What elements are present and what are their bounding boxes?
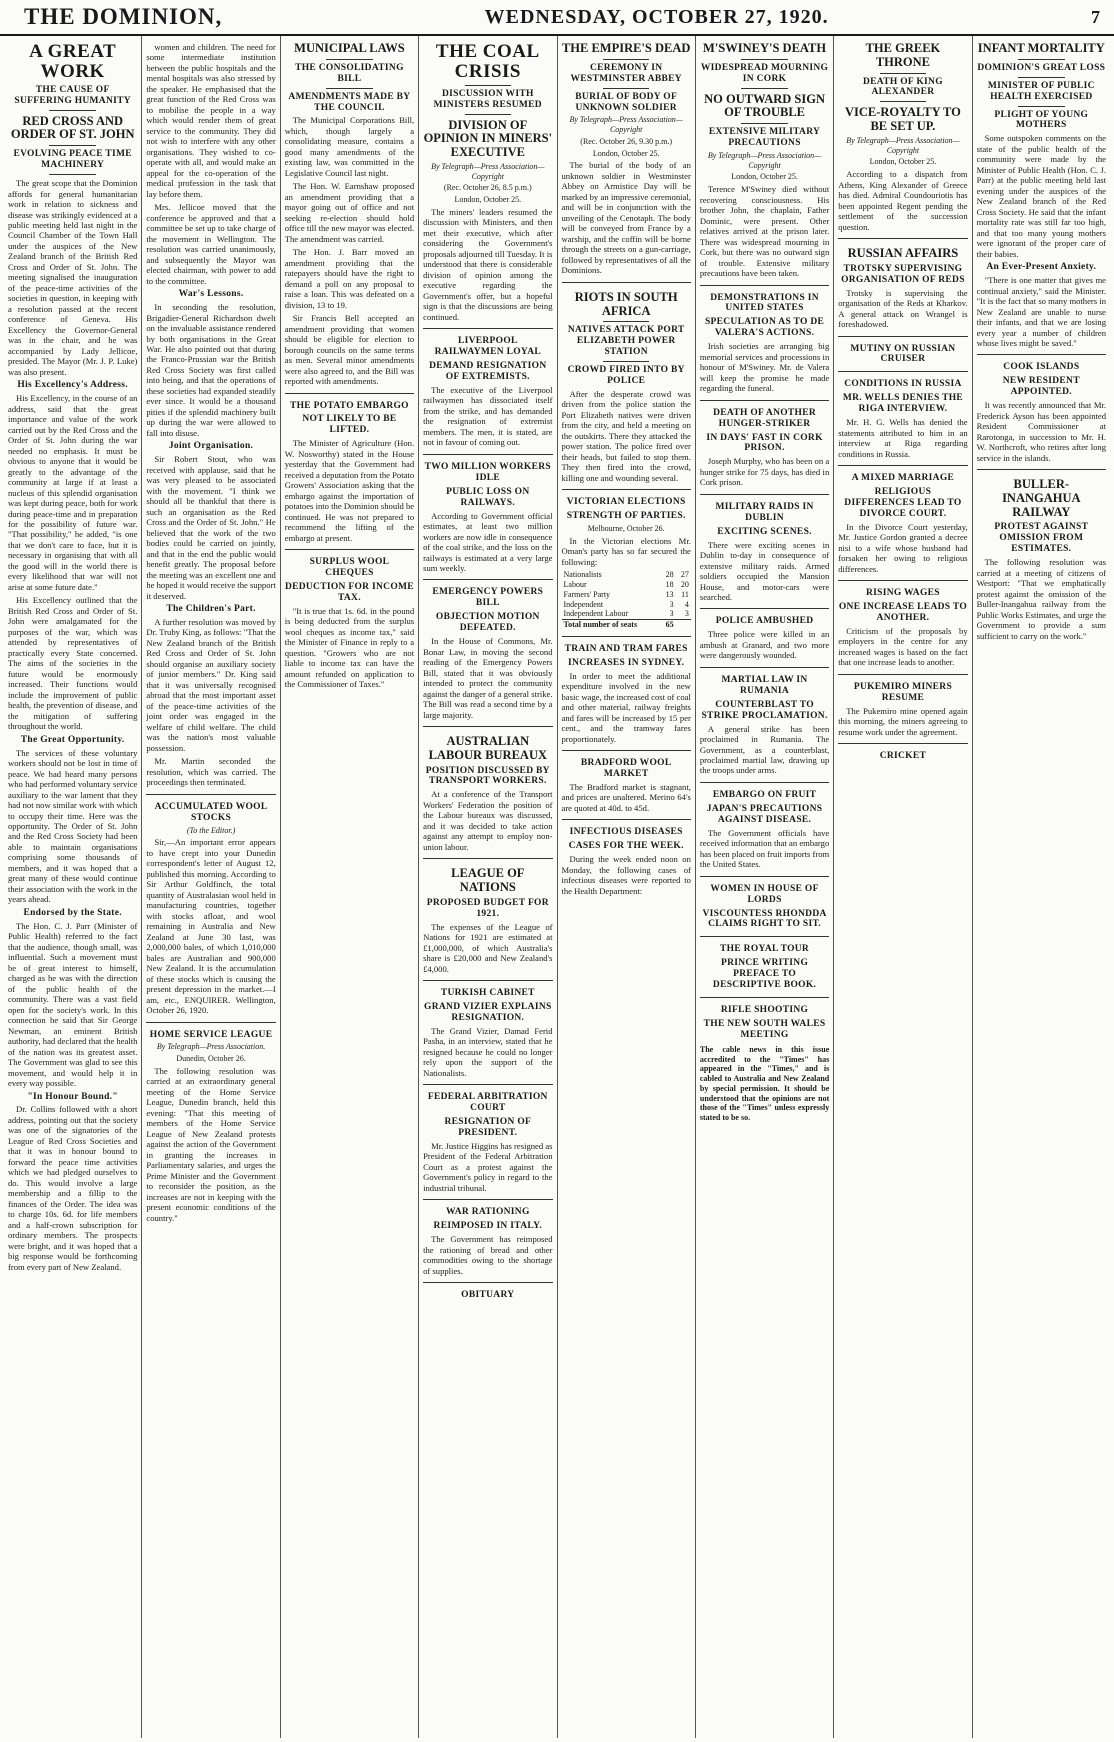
headline: HOME SERVICE LEAGUE bbox=[149, 1029, 273, 1040]
paragraph: In the House of Commons, Mr. Bonar Law, in moving the second reading of the Emergency Powers Bill, stated that it was obviously intended to protect the community against the danger of a general strike. The Bill was read a second time by a large majority. bbox=[423, 636, 553, 720]
headline: SURPLUS WOOL CHEQUES bbox=[309, 557, 390, 579]
credit: By Telegraph—Press Association. bbox=[156, 1042, 266, 1052]
headline: CONDITIONS IN RUSSIA bbox=[844, 379, 962, 390]
dateline: London, October 25. bbox=[592, 148, 660, 158]
headline: MARTIAL LAW IN RUMANIA bbox=[721, 674, 808, 696]
dateline: (Rec. October 26, 9.30 p.m.) bbox=[580, 136, 673, 146]
article-bradford-wool bbox=[562, 750, 691, 813]
headline: THE COAL CRISIS bbox=[435, 41, 540, 82]
article-police-ambushed bbox=[700, 608, 829, 660]
paragraph: "There is one matter that gives me continual anxiety," said the Minister. "It is the fact that so many mothers in New Zealand are unable to nurse their infants, and that we are losing every year a number of children whose lives might be saved." bbox=[976, 275, 1106, 348]
article-municipal-laws bbox=[285, 42, 414, 387]
subheadline: BURIAL OF BODY OF UNKNOWN SOLDIER bbox=[575, 91, 678, 113]
divider bbox=[603, 361, 650, 362]
headline: TURKISH CABINET bbox=[440, 988, 535, 999]
headline: COOK ISLANDS bbox=[1003, 362, 1080, 373]
article-mswiney bbox=[700, 42, 829, 279]
article-cricket bbox=[838, 743, 967, 762]
headline: ACCUMULATED WOOL STOCKS bbox=[154, 801, 268, 823]
column-3 bbox=[280, 36, 418, 1738]
paragraph: It was recently announced that Mr. Frederick Ayson has been appointed Resident Commissioner at Rarotonga, in succession to Mr. H. W. Northcroft, who retires after long service in the islands. bbox=[976, 400, 1106, 463]
article-mixed-marriage bbox=[838, 465, 967, 574]
headline: THE EMPIRE'S DEAD bbox=[561, 41, 691, 55]
paragraph: At a conference of the Transport Workers' Federation the position of the Labour bureaux was discussed, and it was decided to take action against any attempt to employ non-union labour. bbox=[423, 789, 553, 852]
article-dublin-raids bbox=[700, 494, 829, 603]
subheadline: PROTEST AGAINST OMISSION FROM ESTIMATES. bbox=[994, 522, 1089, 555]
column-4 bbox=[418, 36, 556, 1738]
headline: M'SWINEY'S DEATH bbox=[703, 41, 827, 55]
paragraph: The executive of the Liverpool railwaymen has dissociated itself from the strike, and has demanded the resignation of extremist members. The men, it is stated, are not in favour of coming out. bbox=[423, 384, 553, 448]
subheadline: MINISTER OF PUBLIC HEALTH EXERCISED bbox=[987, 80, 1095, 102]
paragraph: The Hon. C. J. Parr (Minister of Public Health) referred to the fact that the audience, though small, was influential. Such a movement must be of great interest to himself, charged as he was with the direction of the public health of the community. There was a vast field open for the society's work. In this connection he said that Sir George Newman, an eminent British authority, had declared that the health of the nation was its greatest asset. The Government was glad to see this movement, and would help it in every way possible. bbox=[8, 920, 138, 1089]
article-rifle-shooting bbox=[700, 997, 829, 1123]
headline: CRICKET bbox=[879, 751, 927, 762]
paragraph: The Government has reimposed the rationing of bread and other commodities owing to the shortage of supplies. bbox=[423, 1234, 553, 1276]
credit: By Telegraph—Press Association—Copyright bbox=[569, 115, 683, 135]
headline: THE ROYAL TOUR bbox=[720, 944, 810, 955]
subheadline: TROTSKY SUPERVISING ORGANISATION OF REDS bbox=[841, 263, 965, 285]
section-heading: Joint Organisation. bbox=[168, 441, 254, 452]
article-league-of-nations bbox=[423, 858, 552, 974]
subheadline: EVOLVING PEACE TIME MACHINERY bbox=[13, 149, 132, 171]
issue-date: WEDNESDAY, OCTOBER 27, 1920. bbox=[484, 5, 829, 28]
headline: MILITARY RAIDS IN DUBLIN bbox=[715, 501, 814, 523]
section-heading: An Ever-Present Anxiety. bbox=[986, 262, 1097, 273]
credit: (To the Editor.) bbox=[186, 825, 236, 835]
subheadline: RED CROSS AND ORDER OF ST. JOHN bbox=[10, 113, 135, 142]
paragraph: According to a dispatch from Athens, King Alexander of Greece has died. Admiral Coundouriotis has been appointed Regent pending the settlement of the succession question. bbox=[838, 169, 968, 232]
column-7 bbox=[833, 36, 971, 1738]
divider bbox=[741, 88, 788, 89]
subheadline: ONE INCREASE LEADS TO ANOTHER. bbox=[838, 602, 968, 624]
paragraph: The Pukemiro mine opened again this morning, the miners agreeing to resume work under the agreement. bbox=[838, 705, 968, 737]
paragraph: Three police were killed in an ambush at Granard, and two more were dangerously wounded. bbox=[699, 629, 830, 661]
subheadline: DEMAND RESIGNATION OF EXTREMISTS. bbox=[429, 361, 547, 383]
paragraph: The Minister of Agriculture (Hon. W. Nosworthy) stated in the House yesterday that the Government had received a deputation from the Potato Growers' Association asking that the embargo against the importation of potatoes into the Dominion should be continued. He was not prepared to recommend the lifting of the embargo at present. bbox=[284, 438, 415, 543]
paragraph: The Bradford market is stagnant, and prices are unaltered. Merino 64's are quoted at 40d. to 45d. bbox=[561, 781, 691, 813]
credit: By Telegraph—Press Association—Copyright bbox=[846, 135, 960, 155]
article-us-demonstrations bbox=[700, 285, 829, 394]
article-surplus-wool bbox=[285, 549, 414, 690]
election-table bbox=[562, 570, 691, 630]
paragraph: In the Divorce Court yesterday, Mr. Justice Gordon granted a decree nisi to a wife whose husband had forsaken her owing to religious differences. bbox=[838, 521, 968, 574]
dateline: Melbourne, October 26. bbox=[587, 524, 665, 534]
column-1 bbox=[4, 36, 141, 1738]
headline: A MIXED MARRIAGE bbox=[851, 473, 955, 484]
section-heading: "In Honour Bound." bbox=[27, 1091, 118, 1102]
section-heading: Endorsed by the State. bbox=[23, 907, 122, 918]
table-row: Independent 3 4 bbox=[563, 599, 689, 609]
paragraph: His Excellency outlined that the British Red Cross and Order of St. John were amalgamated for the purposes of the war, which was attended by representatives of practically every State concerned. The aims of the societies in the future would be enormously increased. Their functions would include the improvement of public health, the prevention of disease, and the mitigation of suffering throughout the world. bbox=[8, 595, 138, 732]
headline: MUTINY ON RUSSIAN CRUISER bbox=[850, 343, 956, 365]
paragraph: Sir Robert Stout, who was received with applause, said that he was very pleased to be associated with the movement. "I think we should all be thankful that there is such an organisation as the Red Cross and the Order of St. John." He believed that the work of the two bodies could be carried on jointly, and that in the end the public would benefit greatly. The proposal before the meeting was an excellent one and he hoped it would receive the support it deserved. bbox=[146, 454, 276, 601]
article-martial-law bbox=[700, 667, 829, 776]
subheadline: CEREMONY IN WESTMINSTER ABBEY bbox=[570, 62, 682, 84]
paragraph: The expenses of the League of Nations for 1921 are estimated at £1,000,000, of which Australia's share is £20,000 and New Zealand's £4,000. bbox=[423, 921, 553, 974]
paragraph: A general strike has been proclaimed in Rumania. The Government, as a counterblast, proclaimed martial law, drawing up the troops under arms. bbox=[699, 723, 830, 776]
subheadline: CROWD FIRED INTO BY POLICE bbox=[567, 365, 685, 386]
table-row: Independent Labour 3 3 bbox=[563, 609, 689, 619]
table-row: Labour 18 20 bbox=[563, 580, 689, 590]
subheadline: GRAND VIZIER EXPLAINS RESIGNATION. bbox=[424, 1001, 552, 1023]
subheadline: THE CAUSE OF SUFFERING HUMANITY bbox=[14, 84, 131, 106]
paragraph: According to Government official estimates, at least two million workers are now idle in consequence of the coal strike, and the loss on the railways is estimated at a very large sum weekly. bbox=[423, 510, 553, 573]
subheadline: EXTENSIVE MILITARY PRECAUTIONS bbox=[708, 127, 821, 149]
subheadline: RESIGNATION OF PRESIDENT. bbox=[444, 1117, 532, 1139]
paragraph: In seconding the resolution, Brigadier-General Richardson dwelt on the invaluable assistance rendered by both organisations in the Great War. He also pointed out that during the Franco-Prussian war the British Red Cross Society was first called into being, and that the operations of these societies had expanded steadily ever since. It would be a thousand pities if the splendid machinery built up during the war were allowed to fall into disuse. bbox=[146, 302, 276, 438]
divider bbox=[326, 59, 373, 60]
paragraph: "It is true that 1s. 6d. in the pound is being deducted from the surplus wool cheques as income tax," said the Minister of Finance in reply to a question. "Growers who are not liable to income tax can have the amount refunded on application to the Commissioner of Taxes." bbox=[284, 605, 415, 690]
divider bbox=[465, 114, 512, 115]
dateline: London, October 25. bbox=[869, 157, 937, 167]
headline: RIFLE SHOOTING bbox=[720, 1005, 809, 1016]
divider bbox=[880, 73, 927, 74]
subheadline: REIMPOSED IN ITALY. bbox=[433, 1221, 543, 1232]
divider bbox=[603, 321, 650, 322]
subheadline: VISCOUNTESS RHONDDA CLAIMS RIGHT TO SIT. bbox=[702, 908, 827, 930]
article-hunger-striker bbox=[700, 400, 829, 488]
paragraph: His Excellency, in the course of an address, said that the great importance and value of the work carried out by the Red Cross and the Order of St. John during the war needed no emphasis. It must be obvious to anyone that it would be greatly to the advantage of the community at large if at least a nucleus of this splendid organisation was kept during peace, both for work during peace-time and in preparation for the possibility of future war. "That possibility," he added, "is one that we don't care to face, but it is necessary in organising that with all the good will in the world there is every likelihood that war will not arise at some future date." bbox=[8, 393, 138, 592]
article-pukemiro-miners bbox=[838, 674, 967, 737]
paragraph: The following resolution was carried at a meeting of citizens of Westport: "That we emphatically protest against the omission of the Buller-Inangahua railway from the Public Works Estimates, and urge the Government to provide a sum sufficient to carry on the work." bbox=[976, 557, 1106, 641]
credit: By Telegraph—Press Association—Copyright bbox=[707, 150, 822, 170]
subheadline: THE NEW SOUTH WALES MEETING bbox=[703, 1018, 826, 1040]
column-5 bbox=[557, 36, 695, 1738]
headline: RIOTS IN SOUTH AFRICA bbox=[574, 289, 678, 318]
headline: AUSTRALIAN LABOUR BUREAUX bbox=[428, 734, 548, 762]
article-turkish-cabinet bbox=[423, 980, 552, 1078]
subheadline: JAPAN'S PRECAUTIONS AGAINST DISEASE. bbox=[706, 803, 823, 825]
article-empires-dead bbox=[562, 42, 691, 276]
divider bbox=[326, 88, 373, 89]
divider bbox=[741, 59, 788, 60]
article-russian-affairs bbox=[838, 238, 967, 330]
subheadline: CASES FOR THE WEEK. bbox=[568, 841, 684, 852]
paragraph: The following resolution was carried at an extraordinary general meeting of the Home Service League, Dunedin branch, held this evening: "That this meeting of members of the Home Service League of New Zealand protests against the action of the Government in granting the increases in Parliamentary salaries, and urges the Prime Minister and the Government to reconsider the position, as the increases are not in keeping with the present economic conditions of the country." bbox=[146, 1065, 276, 1223]
headline: TRAIN AND TRAM FARES bbox=[564, 643, 688, 654]
paragraph: In order to meet the additional expenditure involved in the new basic wage, the increased cost of coal and other material, railway freights and fares will be increased by 15 per cent., and the tramway fares proportionately. bbox=[561, 670, 691, 744]
paragraph: Dr. Collins followed with a short address, pointing out that the society was one of the signatories of the League of Red Cross Societies and that it was in honour bound to forward the peace time activities which we had pledged ourselves to do. This would involve a large membership and a fillip to the finances of the Order. The idea was to charge 10s. 6d. for life members and a half-crown subscription for ordinary members. The prospects were bright, and it was hoped that a big response would be forthcoming from every part of New Zealand. bbox=[8, 1104, 138, 1272]
credit: By Telegraph—Press Association—Copyright bbox=[431, 161, 545, 181]
subheadline: DEDUCTION FOR INCOME TAX. bbox=[284, 582, 414, 603]
headline: VICTORIAN ELECTIONS bbox=[566, 497, 686, 508]
paragraph: The Municipal Corporations Bill, which, though largely a consolidating measure, contains a good many amendments of the existing law, was committed in the Legislative Council last night. bbox=[284, 115, 415, 178]
page-number: 7 bbox=[1091, 6, 1100, 27]
column-2 bbox=[141, 36, 279, 1738]
headline: BRADFORD WOOL MARKET bbox=[580, 758, 672, 779]
dateline: Dunedin, October 26. bbox=[176, 1054, 246, 1064]
subheadline: DISCUSSION WITH MINISTERS RESUMED bbox=[433, 88, 542, 110]
divider bbox=[880, 101, 927, 102]
article-great-work bbox=[8, 42, 137, 1272]
divider bbox=[1018, 106, 1065, 107]
paragraph: After the desperate crowd was driven from the police station the Port Elizabeth natives were driven from the city, and held a meeting on the outskirts. There they attacked the power station. The police fired over their heads, but failed to stop them. They then fired into the crowd, killing one and wounding several. bbox=[561, 388, 691, 483]
paragraph: Joseph Murphy, who has been on a hunger strike for 75 days, has died in Cork prison. bbox=[699, 456, 830, 488]
article-house-of-lords bbox=[700, 876, 829, 931]
article-obituary bbox=[423, 1282, 552, 1301]
headline: INFECTIOUS DISEASES bbox=[569, 827, 683, 838]
masthead bbox=[0, 0, 1114, 36]
headline: POLICE AMBUSHED bbox=[715, 616, 814, 627]
table-row: Nationalists 28 27 bbox=[563, 570, 689, 580]
subheadline: PRINCE WRITING PREFACE TO DESCRIPTIVE BOOK. bbox=[712, 958, 817, 991]
divider bbox=[1018, 77, 1065, 78]
headline: MUNICIPAL LAWS bbox=[294, 41, 405, 55]
paragraph: Trotsky is supervising the organisation of the Reds at Kharkov. A general attack on Wrangel is foreshadowed. bbox=[838, 287, 968, 330]
article-war-rationing bbox=[423, 1199, 552, 1276]
headline: WAR RATIONING bbox=[445, 1207, 530, 1218]
paragraph: Criticism of the proposals by employers in the centre for any increased wages is based on the fact that one increase leads to another. bbox=[838, 625, 968, 668]
headline: RISING WAGES bbox=[865, 588, 940, 599]
divider bbox=[49, 174, 96, 175]
headline: A GREAT WORK bbox=[29, 41, 117, 82]
article-labour-bureaux bbox=[423, 726, 552, 852]
subheadline: NEW RESIDENT APPOINTED. bbox=[1002, 376, 1080, 398]
paragraph: The burial of the body of an unknown soldier in Westminster Abbey on Armistice Day will be marked by an impressive ceremonial, and will be in conjunction with the unveiling of the Cenotaph. The body will be conveyed from France by a warship, and the coffin will be borne through the streets on a gun-carriage, followed by representatives of all the Dominions. bbox=[561, 160, 691, 276]
paragraph: In the Victorian elections Mr. Oman's party has so far secured the following: bbox=[561, 535, 691, 567]
headline: INFANT MORTALITY bbox=[977, 41, 1105, 55]
headline: TWO MILLION WORKERS IDLE bbox=[424, 461, 552, 483]
dateline: London, October 25. bbox=[731, 172, 798, 182]
subheadline: INCREASES IN SYDNEY. bbox=[568, 657, 685, 668]
article-potato-embargo bbox=[285, 393, 414, 544]
section-heading: His Excellency's Address. bbox=[17, 380, 128, 391]
article-victorian-elections bbox=[562, 489, 691, 630]
subheadline: IN DAYS' FAST IN CORK PRISON. bbox=[706, 432, 823, 454]
subheadline: NATIVES ATTACK PORT ELIZABETH POWER STATION bbox=[567, 325, 685, 358]
headline: DEMONSTRATIONS IN UNITED STATES bbox=[710, 292, 819, 314]
column-6 bbox=[695, 36, 833, 1738]
subheadline: MR. WELLS DENIES THE RIGA INTERVIEW. bbox=[842, 393, 964, 415]
table-total-row: Total number of seats 65 bbox=[562, 620, 691, 630]
paragraph: The services of these voluntary workers should not be lost in time of peace. We had heard many persons who had performed voluntary service auxiliary to the war lament that they had not now similar work with which to occupy their time. Here was the opportunity. The Order of St. John and the Red Cross Society had been able to maintain organisations comprising some thousands of members, and it was hoped that a great many of these would continue their association with the work in the years ahead. bbox=[8, 747, 138, 905]
headline: LEAGUE OF NATIONS bbox=[451, 866, 525, 895]
paragraph: There were exciting scenes in Dublin to-day in consequence of extensive military raids. Armed soldiers occupied the Mansion House, and motor-cars were searched. bbox=[699, 539, 830, 602]
subheadline: DEATH OF KING ALEXANDER bbox=[862, 76, 943, 98]
paragraph: Mr. Martin seconded the resolution, which was carried. The proceedings then terminated. bbox=[146, 756, 276, 788]
article-fruit-embargo bbox=[700, 782, 829, 870]
article-russian-mutiny bbox=[838, 336, 967, 366]
subheadline: DOMINION'S GREAT LOSS bbox=[977, 62, 1106, 73]
article-emergency-powers bbox=[423, 579, 552, 720]
divider bbox=[49, 110, 96, 111]
article-wool-stocks bbox=[146, 794, 275, 1016]
divider bbox=[603, 88, 650, 89]
article-liverpool-railwaymen bbox=[423, 328, 552, 448]
paragraph: Some outspoken comments on the state of the public health of the community were made by the Minister of Public Health (Hon. C. J. Parr) at the public meeting held last evening under the auspices of the New Zealand branch of the Red Cross Society. He said that the infant mortality rate was still far too high, and that too many young mothers were ignorant of the proper care of their babies. bbox=[976, 133, 1106, 259]
section-heading: War's Lessons. bbox=[178, 289, 244, 300]
article-home-service-league bbox=[146, 1022, 275, 1224]
subheadline: THE CONSOLIDATING BILL bbox=[295, 62, 404, 84]
newspaper-title: THE DOMINION, bbox=[24, 4, 223, 29]
dateline: London, October 25. bbox=[454, 195, 522, 205]
paragraph: During the week ended noon on Monday, the following cases of infectious diseases were reported to the Health Department: bbox=[561, 854, 691, 896]
paragraph: Mr. Justice Higgins has resigned as President of the Federal Arbitration Court as a protest against the Government's policy in regard to the industrial tribunal. bbox=[423, 1140, 553, 1193]
section-heading: The Great Opportunity. bbox=[20, 734, 125, 745]
headline: DEATH OF ANOTHER HUNGER-STRIKER bbox=[713, 407, 817, 429]
subheadline: PLIGHT OF YOUNG MOTHERS bbox=[994, 109, 1089, 131]
subheadline: PROPOSED BUDGET FOR 1921. bbox=[426, 897, 549, 919]
subheadline: NO OUTWARD SIGN OF TROUBLE bbox=[704, 91, 825, 120]
divider bbox=[1018, 59, 1065, 60]
cable-notice: The cable news in this issue accredited to the "Times" has appeared in the "Times," and is cabled to Australia and New Zealand by special permission. It should be understood that the opinions are not those of the "Times" unless expressly stated to be so. bbox=[699, 1044, 830, 1123]
article-buller-railway bbox=[977, 469, 1106, 641]
article-train-fares bbox=[562, 636, 691, 744]
paragraph: The Hon. W. Earnshaw proposed an amendment providing that a mayor going out of office and not seeking re-election should hold office till the new mayor was elected. The amendment was carried. bbox=[284, 181, 415, 244]
headline: BULLER-INANGAHUA RAILWAY bbox=[1002, 477, 1081, 519]
headline: OBITUARY bbox=[461, 1290, 515, 1301]
article-arbitration-court bbox=[423, 1084, 552, 1193]
article-infant-mortality bbox=[977, 42, 1106, 348]
article-greek-throne bbox=[838, 42, 967, 232]
paragraph: The miners' leaders resumed the discussion with Ministers, and then met their executive, which after considering the Government's proposals adjourned till Tuesday. It is understood that there is considerable division of opinion among the executive regarding the Government's offer, but a hopeful sign is that the discussions are being continued. bbox=[423, 206, 553, 322]
paragraph: women and children. The need for some intermediate institution between the public hospitals and the mental hospitals was also stressed by the speaker. He emphasised that the great function of the Red Cross was to mobilise the people in a way which would render them of great service to the community. They did not wish to interfere with any other organisations. They wished to co-operate with all, and would make an appeal for the co-operation of the medical profession in the task that lay before them. bbox=[146, 42, 276, 199]
article-rising-wages bbox=[838, 580, 967, 668]
subheadline: SPECULATION AS TO DE VALERA'S ACTIONS. bbox=[704, 317, 825, 339]
headline: THE GREEK THRONE bbox=[865, 41, 941, 69]
paragraph: Mr. H. G. Wells has denied the statements attributed to him in an interview at Riga regarding conditions in Russia. bbox=[838, 417, 968, 459]
paragraph: The Hon. J. Barr moved an amendment providing that the ratepayers should have the right to demand a poll on any proposal to raise a loan. This was defeated on a division, 13 to 19. bbox=[284, 247, 415, 310]
subheadline: VICE-ROYALTY TO BE SET UP. bbox=[844, 105, 961, 134]
article-royal-tour bbox=[700, 936, 829, 991]
subheadline: NOT LIKELY TO BE LIFTED. bbox=[302, 414, 397, 436]
paragraph: The great scope that the Dominion affords for general humanitarian work in relation to sickness and disease was strikingly evidenced at a public meeting held last night in the Council Chamber of the Town Hall under the auspices of the New Zealand branch of the British Red Cross and Order of St. John. The meeting signalised the inauguration of the peace-time activities of the societies in question, in keeping with a resolution passed at the recent conference of Geneva. His Excellency the Governor-General was in the chair, and he was accompanied by Lady Jellicoe, presided. The Mayor (Mr. J. P. Luke) was also present. bbox=[8, 178, 138, 377]
subheadline: COUNTERBLAST TO STRIKE PROCLAMATION. bbox=[701, 699, 828, 721]
paragraph: Sir,—An important error appears to have crept into your Dunedin correspondent's letter of August 12, published this morning. According to Sir Arthur Goldfinch, the total quantity of Australasian wool held in manufacturing countries, together with stocks afloat, and wool remaining in Australia and New Zealand at June 30 last, was 2,000,000 bales, of which 1,010,000 bales are Australian and 900,000 New Zealand. It is the accumulation of these stocks which is causing the present depression in the market.—I am, etc., ENQUIRER. Wellington, October 26, 1920. bbox=[146, 837, 276, 1016]
paragraph: Sir Francis Bell accepted an amendment providing that women should be eligible for election to borough councils on the same terms as men. Several minor amendments were also agreed to, and the Bill was reported with amendments. bbox=[284, 313, 415, 387]
paragraph: The Grand Vizier, Damad Ferid Pasha, in an interview, stated that he resigned because he could no longer rely upon the support of the Nationalists. bbox=[423, 1025, 553, 1078]
article-cook-islands bbox=[977, 354, 1106, 463]
headline: EMERGENCY POWERS BILL bbox=[432, 587, 544, 609]
paragraph: Terence M'Swiney died without recovering consciousness. His brother John, the chaplain, Father Dominic, were present. Other relatives arrived at the prison later. There was widespread mourning in Cork, but there was no outward sign of trouble. Extensive military precautions have been taken. bbox=[699, 184, 830, 279]
subheadline: PUBLIC LOSS ON RAILWAYS. bbox=[446, 486, 530, 508]
headline: FEDERAL ARBITRATION COURT bbox=[427, 1092, 548, 1114]
article-conditions-russia bbox=[838, 371, 967, 459]
article-workers-idle bbox=[423, 454, 552, 574]
paragraph: Irish societies are arranging big memorial services and processions in honour of M'Swiney. Mr. de Valera will keep the promise he made regarding the funeral. bbox=[699, 341, 830, 394]
table-row: Farmers' Party 13 11 bbox=[563, 589, 689, 599]
dateline: (Rec. October 26, 8.5 p.m.) bbox=[443, 183, 532, 193]
paragraph: The Government officials have received information that an embargo has been placed on fruit imports from the United States. bbox=[699, 827, 830, 870]
subheadline: POSITION DISCUSSED BY TRANSPORT WORKERS. bbox=[425, 765, 550, 787]
article-infectious-diseases bbox=[562, 819, 691, 896]
section-heading: The Children's Part. bbox=[166, 604, 256, 615]
paragraph: A further resolution was moved by Dr. Truby King, as follows: "That the New Zealand branch of the British Red Cross and Order of St. John should organise an auxiliary society of junior members." Dr. King said that it was universally recognised abroad that the most important asset of the peace-time activities of the joint order was engaged in the welfare of child welfare. The child was the nation's most valuable possession. bbox=[146, 616, 276, 753]
headline: RUSSIAN AFFAIRS bbox=[847, 246, 959, 260]
article-great-work-cont bbox=[146, 42, 275, 788]
divider bbox=[465, 85, 512, 86]
headline: PUKEMIRO MINERS RESUME bbox=[853, 681, 953, 703]
subheadline: EXCITING SCENES. bbox=[717, 526, 812, 537]
paragraph: Mrs. Jellicoe moved that the conference be approved and that a committee be set up to take charge of the movement in Wellington. The resolution was carried unanimously, and subsequently the Mayor was elected chairman, with power to add to the committee. bbox=[146, 202, 276, 286]
headline: THE POTATO EMBARGO bbox=[289, 400, 409, 411]
divider bbox=[603, 59, 650, 60]
columns bbox=[0, 36, 1114, 1738]
column-8 bbox=[972, 36, 1110, 1738]
subheadline: OBJECTION MOTION DEFEATED. bbox=[435, 612, 540, 634]
subheadline: STRENGTH OF PARTIES. bbox=[566, 511, 686, 522]
divider bbox=[49, 145, 96, 146]
headline: EMBARGO ON FRUIT bbox=[712, 789, 817, 800]
headline: WOMEN IN HOUSE OF LORDS bbox=[710, 883, 819, 905]
subheadline: AMENDMENTS MADE BY THE COUNCIL bbox=[288, 91, 411, 113]
headline: LIVERPOOL RAILWAYMEN LOYAL bbox=[434, 336, 542, 358]
article-coal-crisis bbox=[423, 42, 552, 322]
subheadline: WIDESPREAD MOURNING IN CORK bbox=[700, 62, 829, 84]
subheadline: RELIGIOUS DIFFERENCES LEAD TO DIVORCE COURT. bbox=[844, 487, 962, 519]
subheadline: DIVISION OF OPINION IN MINERS' EXECUTIVE bbox=[423, 117, 553, 160]
article-riots-south-africa bbox=[562, 282, 691, 483]
divider bbox=[741, 123, 788, 124]
